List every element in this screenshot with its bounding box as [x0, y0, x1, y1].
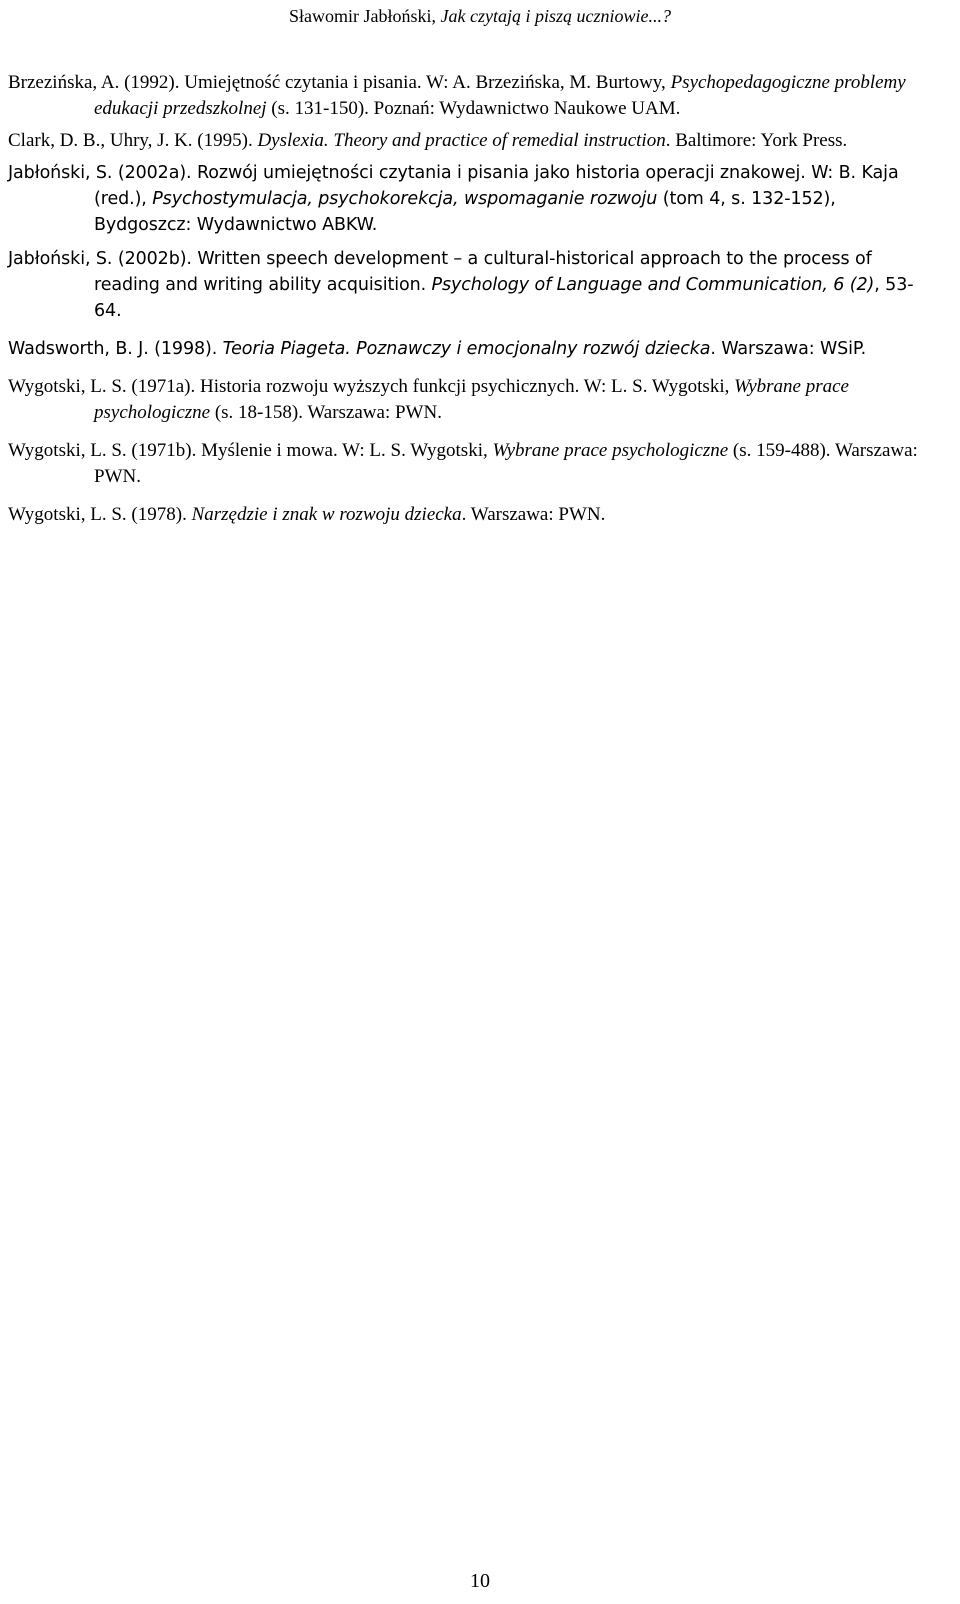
reference-item: Clark, D. B., Uhry, J. K. (1995). Dyslexia. Theory and practice of remedial instruction. Baltimore: York Press. [8, 130, 848, 151]
page-number: 10 [470, 1570, 490, 1592]
running-header [0, 5, 960, 27]
reference-item: Wygotski, L. S. (1971b). Myślenie i mowa. W: L. S. Wygotski, Wybrane prace psychologiczne (s. 159-488). Warszawa: PWN. [8, 440, 918, 487]
header-author: Sławomir Jabłoński, [289, 6, 441, 26]
reference-item: Wygotski, L. S. (1978). Narzędzie i znak w rozwoju dziecka. Warszawa: PWN. [8, 504, 606, 525]
reference-item: Brzezińska, A. (1992). Umiejętność czytania i pisania. W: A. Brzezińska, M. Burtowy, Psychopedagogiczne problemy edukacji przedszkolnej (s. 131-150). Poznań: Wydawnictwo Naukowe UAM. [8, 72, 906, 119]
reference-item: Jabłoński, S. (2002b). Written speech development – a cultural-historical approach to the process of reading and writing ability acquisition. Psychology of Language and Communication, 6 (2), 53-64. [8, 249, 914, 321]
reference-item: Wadsworth, B. J. (1998). Teoria Piageta. Poznawczy i emocjonalny rozwój dziecka. Warszawa: WSiP. [8, 339, 867, 359]
header-title: Jak czytają i piszą uczniowie...? [440, 6, 671, 26]
reference-list [8, 70, 938, 528]
reference-item: Wygotski, L. S. (1971a). Historia rozwoju wyższych funkcji psychicznych. W: L. S. Wygotski, Wybrane prace psychologiczne (s. 18-158). Warszawa: PWN. [8, 376, 849, 423]
reference-item: Jabłoński, S. (2002a). Rozwój umiejętności czytania i pisania jako historia operacji znakowej. W: B. Kaja (red.), Psychostymulacja, psychokorekcja, wspomaganie rozwoju (tom 4, s. 132-152), Bydgoszcz: Wydawnictwo ABKW. [8, 163, 899, 235]
